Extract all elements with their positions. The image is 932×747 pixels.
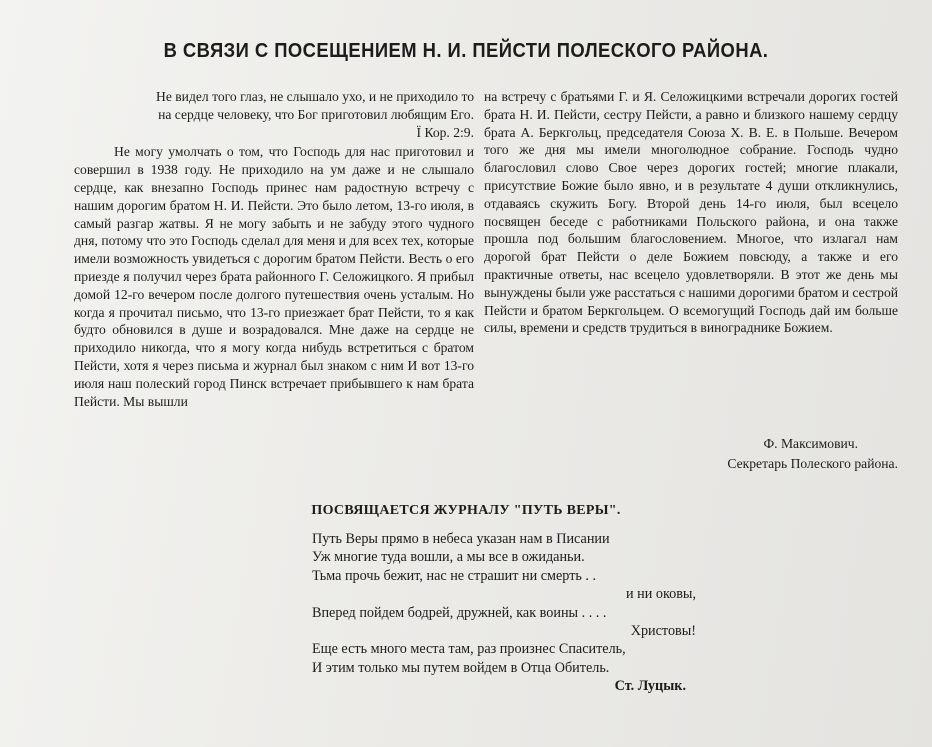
- article-left-column: [74, 88, 474, 410]
- poem-line: Еще есть много места там, раз произнес Спаситель,: [312, 641, 626, 658]
- signature-name: Ф. Максимович.: [763, 436, 858, 451]
- signature-role: Секретарь Полеского района.: [727, 456, 898, 471]
- epigraph: Не видел того глаз, не слышало ухо, и не приходило то на сердце человеку, что Бог приготовил любящим Его. Ї Кор. 2:9.: [156, 89, 474, 140]
- poem-line: И этим только мы путем войдем в Отца Обитель.: [312, 659, 610, 676]
- poem-line: Путь Веры прямо в небеса указан нам в Писании: [312, 531, 610, 547]
- article-body-right: на встречу с братьями Г. и Я. Селожицкими встречали дорогих гостей брата Н. И. Пейсти, сестру Пейсти, а равно и близкого нашему сердцу брата А. Беркгольц, председателя Союза Х. В. Е. в Польше. Вечером того же дня мы имели многолюдное собрание. Господь чудно благословил слово Свое через дорогих гостей; многие плакали, присутствие Божие было явно, и в результате 4 души откликнулись, отдаваясь скужить Богу. Второй день 14-го июля, был всецело посвящен беседе с работниками Польского района, и она также прошла под большим благословением. Многое, что излагал нам дорогой брат Пейсти о деле Божием повсюду, а также и его практичные ответы, нас всецело удовлетворяли. В этот же день мы вынуждены были уже расстаться с нашими дорогими братом и сестрой Пейсти и братом Беркгольцем. О всемогущий Господь дай им больше силы, времени и средств трудиться в винограднике Божием.: [484, 89, 899, 336]
- poem-title: ПОСВЯЩАЕТСЯ ЖУРНАЛУ "ПУТЬ ВЕРЫ".: [311, 503, 621, 518]
- article-right-column: [484, 88, 898, 337]
- article-title: В СВЯЗИ С ПОСЕЩЕНИЕМ Н. И. ПЕЙСТИ ПОЛЕСКОГО РАЙОНА.: [163, 40, 769, 62]
- poem-line: Уж многие туда вошли, а мы все в ожиданьи.: [312, 549, 585, 566]
- article-body-left: Не могу умолчать о том, что Господь для нас приготовил и совершил в 1938 году. Не приходило на ум даже и не слышало сердце, как внезапно Господь принес нам радостную встречу с нашим дорогим братом Н. И. Пейсти. Это было летом, 13-го июля, в самый разгар жатвы. Я не могу забыть и не забуду этого чудного дня, потому что это Господь сделал для меня и для всех тех, которые имели возможность увидеться с дорогим братом Пейсти. Весть о его приезде я получил через брата районного Г. Селожицкого. Я прибыл домой 12-го вечером после долгого путешествия очень усталым. Но когда я прочитал письмо, что 13-го приезжает брат Пейсти, то я как будто обновился в душе и возрадовался. Мне даже на сердце не приходило никогда, что я могу когда нибудь встретиться с братом Пейсти, хотя я через письма и журнал был знаком с ним И вот 13-го июля наш полеский город Пинск встречает прибывшего к нам брата Пейсти. Мы вышли: [74, 144, 474, 409]
- poem-author: Ст. Луцык.: [614, 678, 686, 695]
- poem: [312, 530, 696, 696]
- poem-line: Христовы!: [630, 623, 696, 640]
- poem-line: Тьма прочь бежит, нас не страшит ни смерть . .: [312, 567, 597, 584]
- poem-line: и ни оковы,: [625, 586, 696, 603]
- poem-line: Вперед пойдем бодрей, дружней, как воины . . . .: [312, 604, 607, 621]
